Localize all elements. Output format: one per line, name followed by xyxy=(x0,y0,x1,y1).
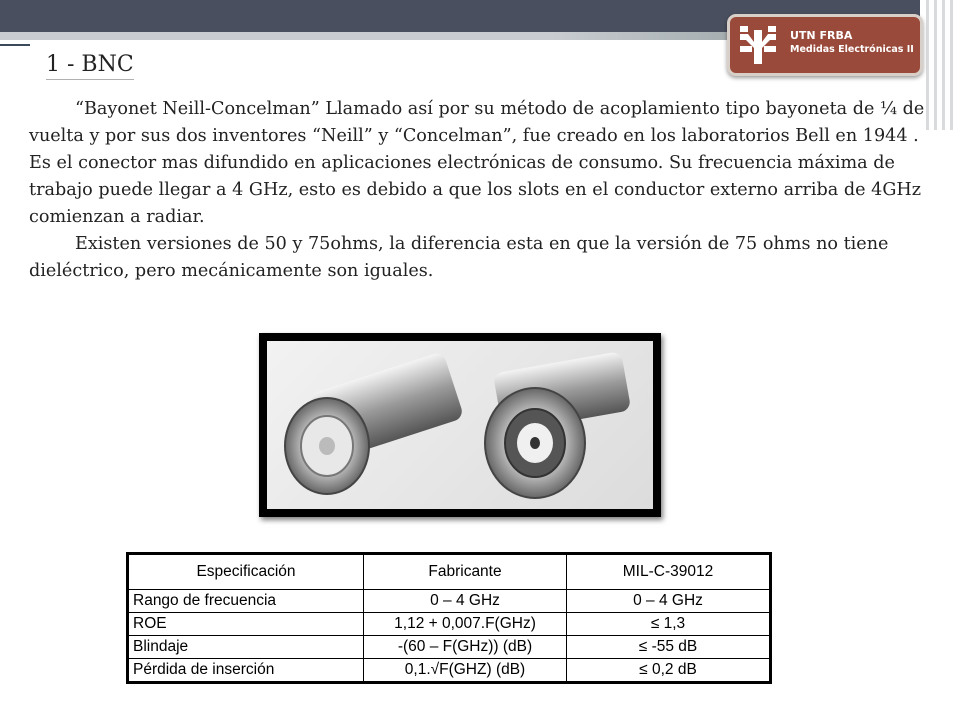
table-cell: ≤ 1,3 xyxy=(567,613,771,636)
bnc-connectors-photo xyxy=(259,333,661,517)
table-header: MIL-C-39012 xyxy=(567,554,771,590)
table-cell: ROE xyxy=(128,613,364,636)
table-row xyxy=(128,636,771,659)
body-text xyxy=(29,96,934,285)
table-cell: ≤ 0,2 dB xyxy=(567,659,771,683)
table-cell: Pérdida de inserción xyxy=(128,659,364,683)
table-row xyxy=(128,590,771,613)
bnc-connector-illustration xyxy=(267,341,653,509)
table-row xyxy=(128,613,771,636)
table-row xyxy=(128,659,771,683)
table-cell: 0 – 4 GHz xyxy=(567,590,771,613)
logo-subtitle: Medidas Electrónicas II xyxy=(790,44,914,55)
table-cell: 0 – 4 GHz xyxy=(364,590,567,613)
slide-title: 1 - BNC xyxy=(46,52,134,80)
utn-logo-badge xyxy=(727,14,923,76)
table-cell: -(60 – F(GHz)) (dB) xyxy=(364,636,567,659)
table-cell: 0,1.√F(GHZ) (dB) xyxy=(364,659,567,683)
table-cell: 1,12 + 0,007.F(GHz) xyxy=(364,613,567,636)
table-header-row xyxy=(128,554,771,590)
title-divider xyxy=(0,44,30,46)
paragraph-1: “Bayonet Neill-Concelman” Llamado así por su método de acoplamiento tipo bayoneta de ¼ de vuelta y por sus dos inventores “Neill” y “Concelman”, fue creado en los laboratorios Bell en 1944 . Es el conector mas difundido en aplicaciones electrónicas de consumo. Su frecuencia máxima de trabajo puede llegar a 4 GHz, esto es debido a que los slots en el conductor externo arriba de 4GHz comienzan a radiar. xyxy=(29,99,925,227)
table-header: Fabricante xyxy=(364,554,567,590)
table-header: Especificación xyxy=(128,554,364,590)
utn-logo-icon xyxy=(738,24,778,66)
table-cell: ≤ -55 dB xyxy=(567,636,771,659)
photo-content xyxy=(267,341,653,509)
paragraph-2: Existen versiones de 50 y 75ohms, la diferencia esta en que la versión de 75 ohms no tiene dieléctrico, pero mecánicamente son iguales. xyxy=(29,234,889,281)
table-cell: Rango de frecuencia xyxy=(128,590,364,613)
logo-title: UTN FRBA xyxy=(790,29,853,42)
table-cell: Blindaje xyxy=(128,636,364,659)
specifications-table xyxy=(126,552,772,684)
